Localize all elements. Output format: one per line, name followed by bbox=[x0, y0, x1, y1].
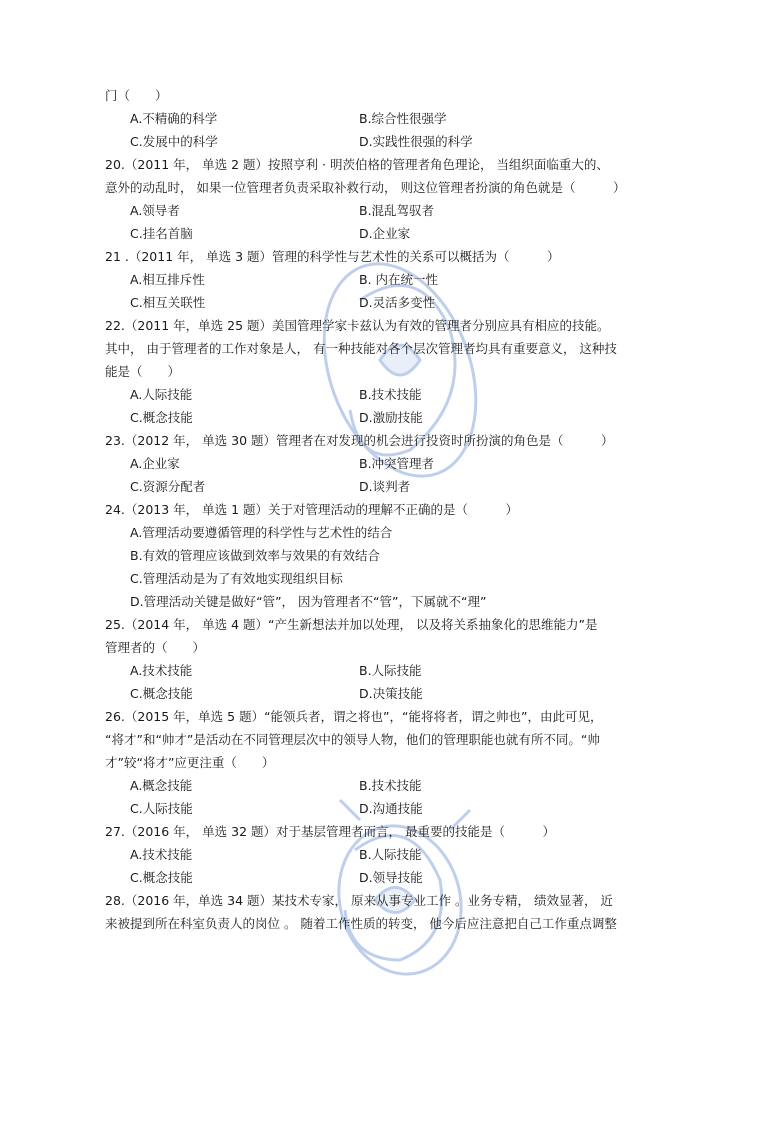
text-line: 管理者的（ ） bbox=[105, 640, 206, 655]
text-line: C.管理活动是为了有效地实现组织目标 bbox=[130, 571, 343, 586]
text-line: 27.（2016 年， 单选 32 题）对于基层管理者而言， 最重要的技能是（ ） bbox=[105, 824, 555, 839]
text-line: A.技术技能 bbox=[130, 663, 193, 678]
text-line: 才”较“将才”应更注重（ ） bbox=[105, 755, 275, 770]
text-line: 20.（2011 年， 单选 2 题）按照亨利 · 明茨伯格的管理者角色理论， 当组织面临重大的、 bbox=[105, 157, 609, 172]
text-line: A.领导者 bbox=[130, 203, 180, 218]
text-line: D.领导技能 bbox=[359, 870, 423, 885]
text-line: C.挂名首脑 bbox=[130, 226, 193, 241]
text-line: 25.（2014 年， 单选 4 题）“产生新想法并加以处理， 以及将关系抽象化的思维能力”是 bbox=[105, 617, 598, 632]
text-line: A.技术技能 bbox=[130, 847, 193, 862]
text-line: A.概念技能 bbox=[130, 778, 193, 793]
text-line: D.实践性很强的科学 bbox=[359, 134, 473, 149]
text-line: C.相互关联性 bbox=[130, 295, 206, 310]
text-line: 意外的动乱时， 如果一位管理者负责采取补救行动， 则这位管理者扮演的角色就是（ ） bbox=[105, 180, 626, 195]
text-line: C.发展中的科学 bbox=[130, 134, 218, 149]
text-line: C.概念技能 bbox=[130, 686, 193, 701]
text-line: B.技术技能 bbox=[359, 387, 422, 402]
text-line: B.技术技能 bbox=[359, 778, 422, 793]
text-line: C.概念技能 bbox=[130, 870, 193, 885]
text-line: C.人际技能 bbox=[130, 801, 193, 816]
text-line: 来被提到所在科室负责人的岗位 。 随着工作性质的转变， 他今后应注意把自己工作重点调整 bbox=[105, 916, 617, 931]
text-line: 门（ ） bbox=[105, 88, 168, 103]
text-line: A.人际技能 bbox=[130, 387, 193, 402]
text-line: B.混乱驾驭者 bbox=[359, 203, 435, 218]
text-line: 23.（2012 年， 单选 30 题）管理者在对发现的机会进行投资时所扮演的角色是（ ） bbox=[105, 433, 614, 448]
text-line: B. 内在统一性 bbox=[359, 272, 439, 287]
text-line: 28.（2016 年，单选 34 题）某技术专家， 原来从事专业工作 。业务专精， 绩效显著， 近 bbox=[105, 893, 613, 908]
text-line: 26.（2015 年，单选 5 题）“能领兵者，谓之将也”，“能将将者，谓之帅也”，由此可见， bbox=[105, 709, 603, 724]
text-line: A.管理活动要遵循管理的科学性与艺术性的结合 bbox=[130, 525, 393, 540]
text-line: C.概念技能 bbox=[130, 410, 193, 425]
text-line: 22.（2011 年，单选 25 题）美国管理学家卡兹认为有效的管理者分别应具有相应的技能。 bbox=[105, 318, 610, 333]
text-line: 其中， 由于管理者的工作对象是人， 有一种技能对各个层次管理者均具有重要意义， 这种技 bbox=[105, 341, 617, 356]
text-line: C.资源分配者 bbox=[130, 479, 206, 494]
text-line: B.综合性很强学 bbox=[359, 111, 447, 126]
text-line: D.灵活多变性 bbox=[359, 295, 436, 310]
text-line: D.谈判者 bbox=[359, 479, 411, 494]
text-line: D.管理活动关键是做好“管”， 因为管理者不“管”，下属就不“理” bbox=[130, 594, 487, 609]
text-line: 能是（ ） bbox=[105, 364, 181, 379]
text-line: A.企业家 bbox=[130, 456, 180, 471]
text-line: B.人际技能 bbox=[359, 663, 422, 678]
text-line: B.人际技能 bbox=[359, 847, 422, 862]
text-line: D.决策技能 bbox=[359, 686, 423, 701]
text-line: B.冲突管理者 bbox=[359, 456, 435, 471]
text-line: A.不精确的科学 bbox=[130, 111, 218, 126]
text-line: 21 .（2011 年， 单选 3 题）管理的科学性与艺术性的关系可以概括为（ ） bbox=[105, 249, 560, 264]
text-line: D.沟通技能 bbox=[359, 801, 423, 816]
text-line: D.激励技能 bbox=[359, 410, 423, 425]
text-line: D.企业家 bbox=[359, 226, 411, 241]
text-line: A.相互排斥性 bbox=[130, 272, 205, 287]
text-line: “将才”和“帅才”是活动在不同管理层次中的领导人物，他们的管理职能也就有所不同。“帅 bbox=[105, 732, 600, 747]
text-line: B.有效的管理应该做到效率与效果的有效结合 bbox=[130, 548, 381, 563]
text-line: 24.（2013 年， 单选 1 题）关于对管理活动的理解不正确的是（ ） bbox=[105, 502, 519, 517]
